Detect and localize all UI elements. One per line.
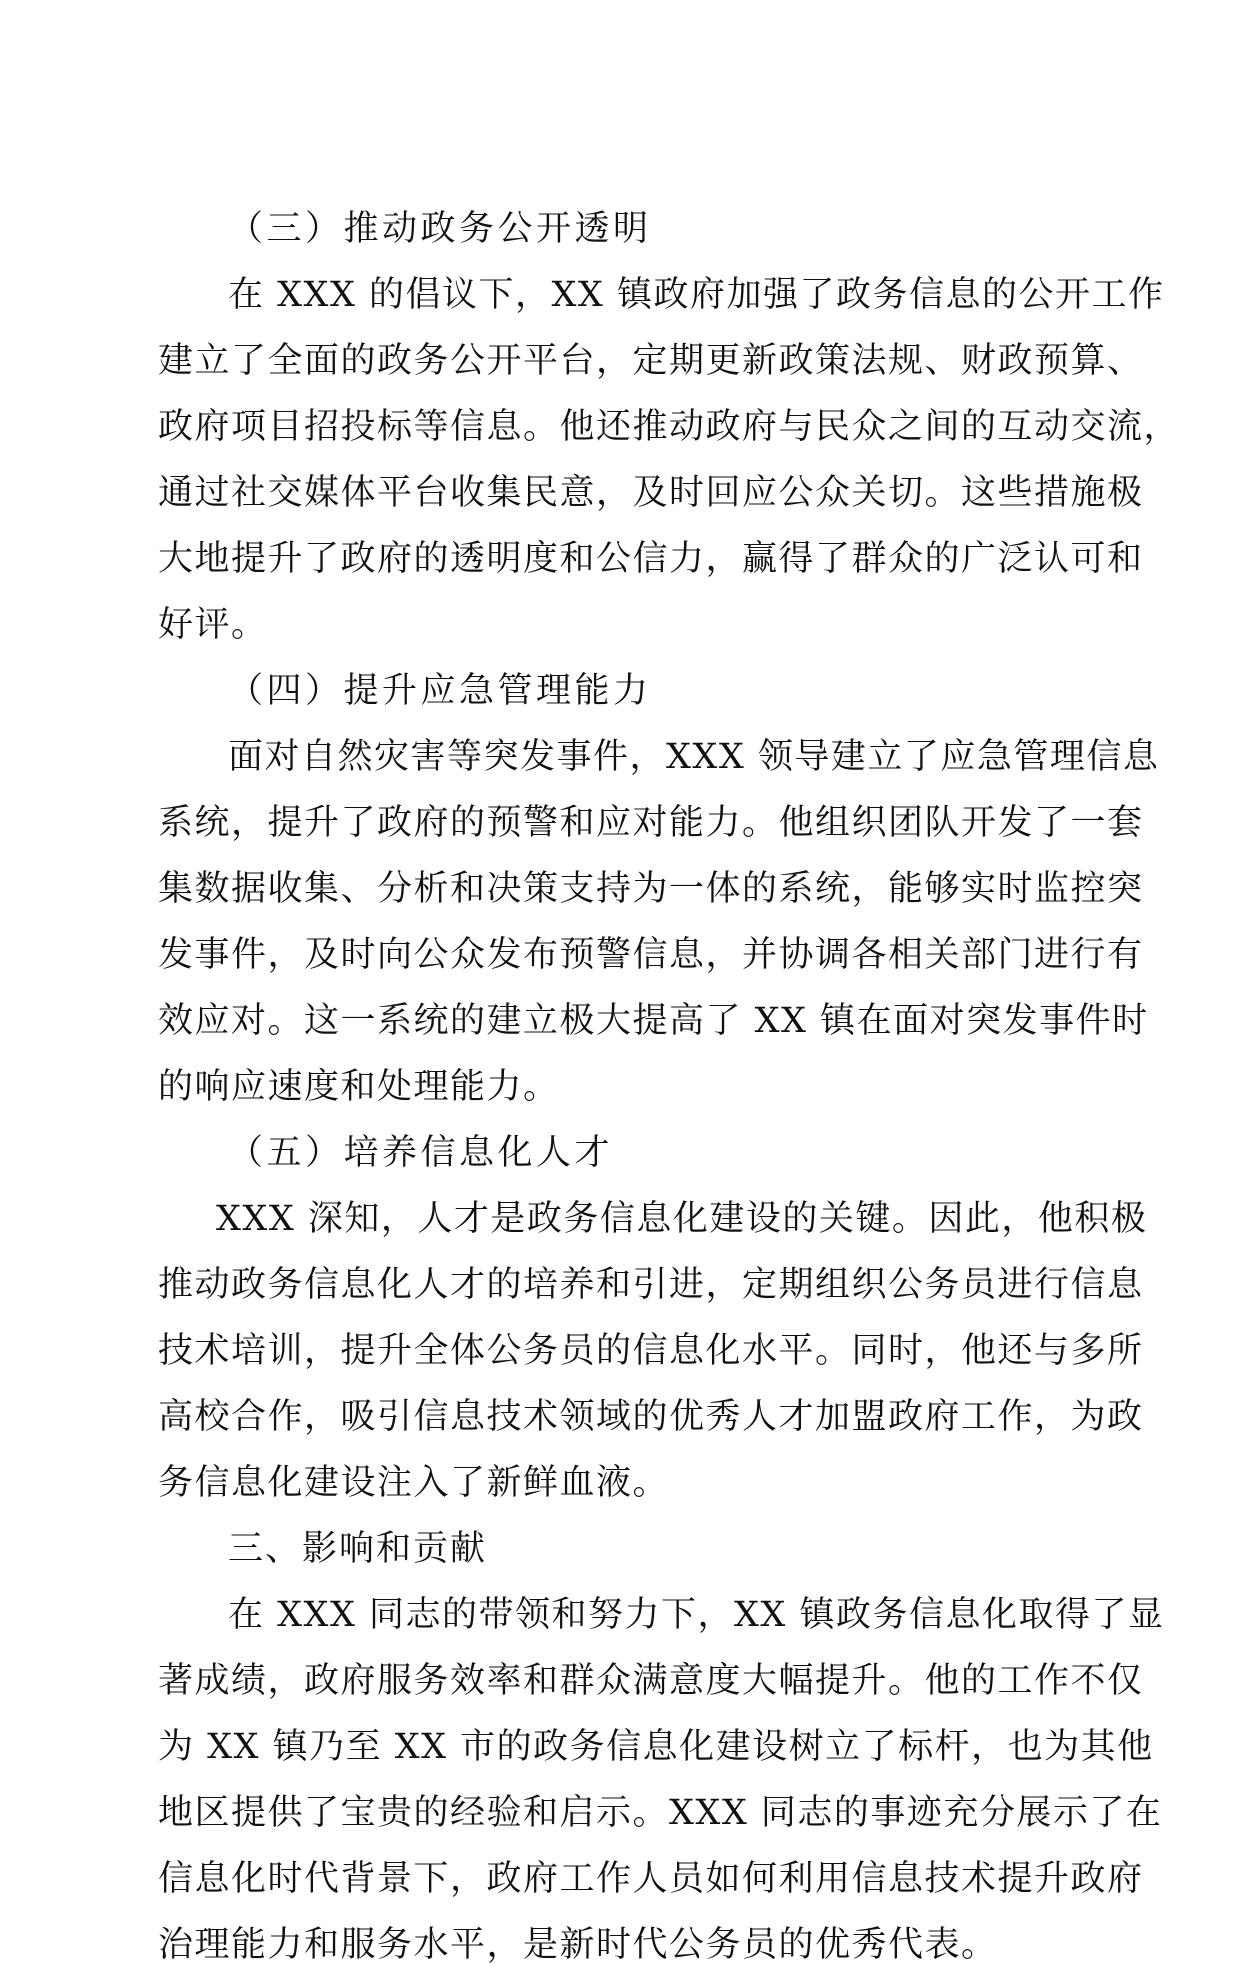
paragraph-line: 效应对。这一系统的建立极大提高了 XX 镇在面对突发事件时 [158, 1001, 1149, 1041]
section-paragraph [158, 1582, 1165, 1978]
paragraph-line: 集数据收集、分析和决策支持为一体的系统，能够实时监控突 [158, 869, 1144, 909]
paragraph-line: 为 XX 镇乃至 XX 市的政务信息化建设树立了标杆，也为其他 [158, 1727, 1154, 1767]
paragraph-line: 通过社交媒体平台收集民意，及时回应公众关切。这些措施极 [158, 473, 1144, 513]
subsection-paragraph-3 [158, 262, 1181, 658]
paragraph-line: 建立了全面的政务公开平台，定期更新政策法规、财政预算、 [158, 341, 1144, 381]
document-body [158, 196, 1181, 1978]
section-heading: 三、影响和贡献 [228, 1529, 488, 1569]
paragraph-line: 的响应速度和处理能力。 [158, 1067, 560, 1107]
paragraph-line: 在 XXX 同志的带领和努力下，XX 镇政务信息化取得了显 [228, 1595, 1165, 1635]
subsection-paragraph-4 [158, 724, 1160, 1120]
paragraph-line: XXX 深知，人才是政务信息化建设的关键。因此，他积极 [216, 1199, 1148, 1239]
paragraph-line: 大地提升了政府的透明度和公信力，赢得了群众的广泛认可和 [158, 539, 1144, 579]
paragraph-line: 系统，提升了政府的预警和应对能力。他组织团队开发了一套 [158, 803, 1144, 843]
paragraph-line: 信息化时代背景下，政府工作人员如何利用信息技术提升政府 [158, 1859, 1144, 1899]
paragraph-line: 在 XXX 的倡议下，XX 镇政府加强了政务信息的公开工作 [228, 275, 1165, 315]
subsection-heading-4: （四）提升应急管理能力 [228, 671, 652, 711]
paragraph-line: 务信息化建设注入了新鲜血液。 [158, 1463, 670, 1503]
subsection-heading-5: （五）培养信息化人才 [228, 1133, 614, 1173]
paragraph-line: 推动政务信息化人才的培养和引进，定期组织公务员进行信息 [158, 1265, 1144, 1305]
paragraph-line: 技术培训，提升全体公务员的信息化水平。同时，他还与多所 [158, 1331, 1144, 1371]
paragraph-line: 发事件，及时向公众发布预警信息，并协调各相关部门进行有 [158, 935, 1144, 975]
paragraph-line: 好评。 [158, 605, 268, 645]
subsection-paragraph-5 [158, 1186, 1148, 1516]
paragraph-line: 著成绩，政府服务效率和群众满意度大幅提升。他的工作不仅 [158, 1661, 1144, 1701]
paragraph-line: 高校合作，吸引信息技术领域的优秀人才加盟政府工作，为政 [158, 1397, 1144, 1437]
subsection-heading-3: （三）推动政务公开透明 [228, 209, 652, 249]
paragraph-line: 地区提供了宝贵的经验和启示。XXX 同志的事迹充分展示了在 [158, 1793, 1163, 1833]
paragraph-line: 治理能力和服务水平，是新时代公务员的优秀代表。 [158, 1925, 998, 1965]
paragraph-line: 政府项目招投标等信息。他还推动政府与民众之间的互动交流， [158, 407, 1181, 447]
paragraph-line: 面对自然灾害等突发事件，XXX 领导建立了应急管理信息 [228, 737, 1160, 777]
